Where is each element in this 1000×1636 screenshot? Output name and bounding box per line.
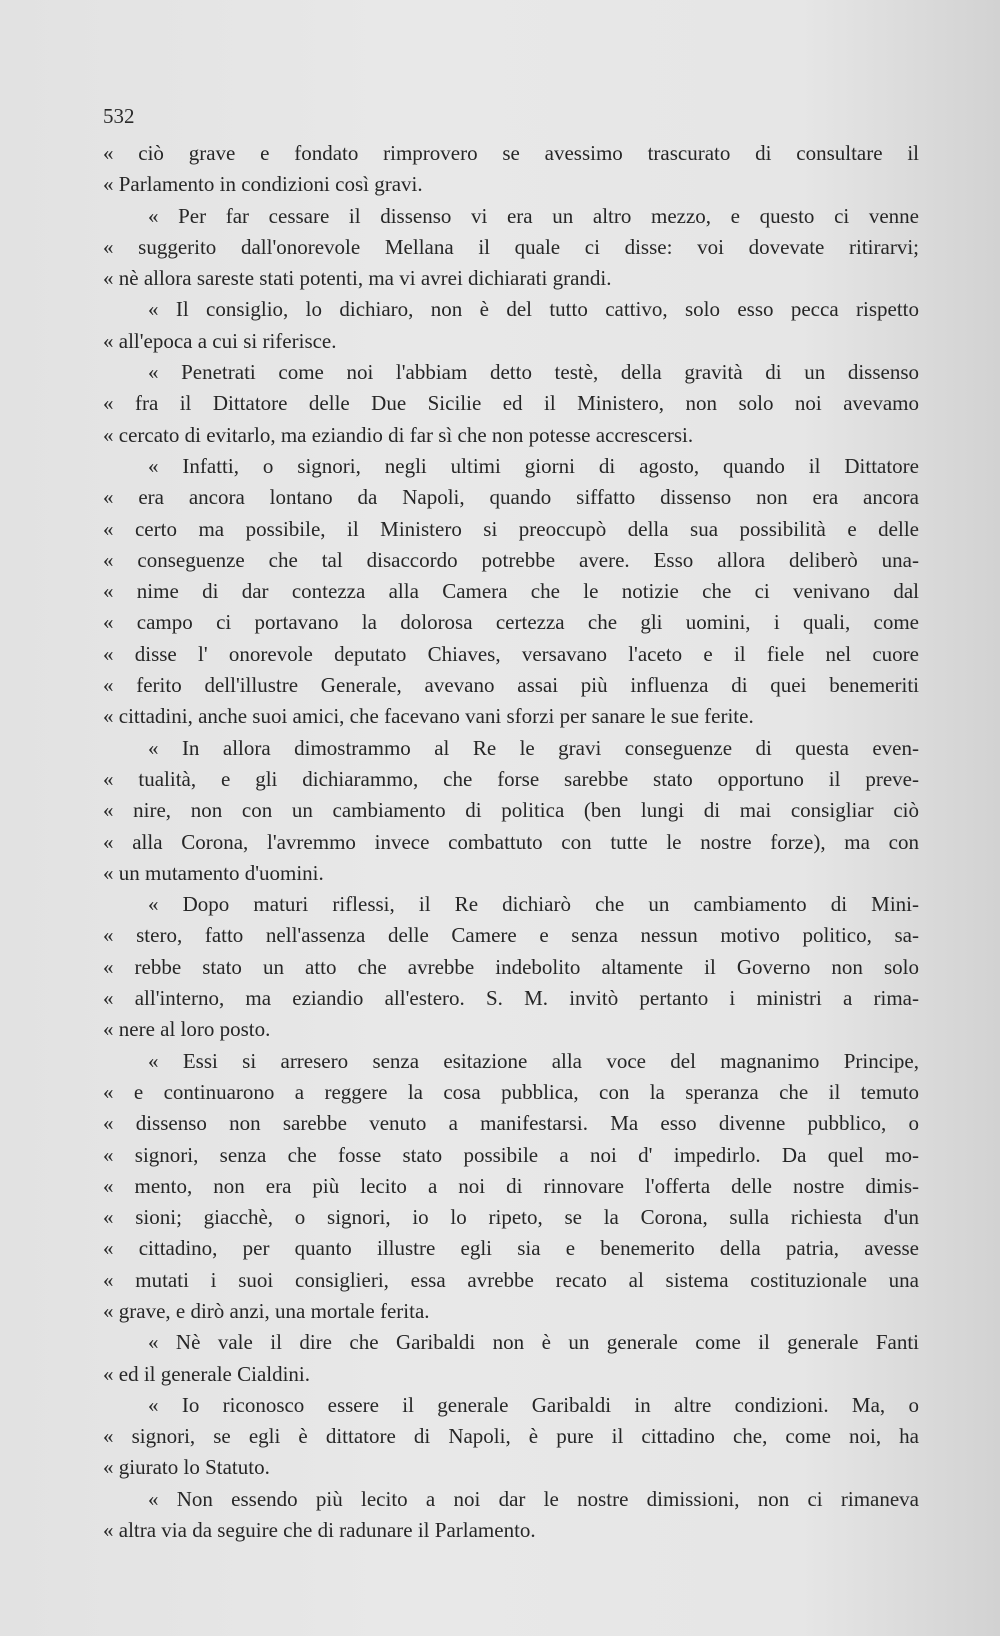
text-line: « alla Corona, l'avremmo invece combattuto con tutte le nostre forze), ma con	[103, 829, 919, 854]
page-number: 532	[103, 104, 135, 128]
text-line: « mento, non era più lecito a noi di rinnovare l'offerta delle nostre dimis-	[103, 1173, 919, 1198]
text-line: « Il consiglio, lo dichiaro, non è del tutto cattivo, solo esso pecca rispetto	[148, 297, 919, 322]
text-line: « suggerito dall'onorevole Mellana il quale ci disse: voi dovevate ritirarvi;	[103, 234, 919, 259]
text-line: « campo ci portavano la dolorosa certezza che gli uomini, i quali, come	[103, 610, 919, 635]
text-line: « conseguenze che tal disaccordo potrebbe avere. Esso allora deliberò una-	[103, 547, 919, 572]
text-line: « era ancora lontano da Napoli, quando siffatto dissenso non era ancora	[103, 485, 919, 510]
text-line: « ferito dell'illustre Generale, avevano assai più influenza di quei benemeriti	[103, 673, 919, 698]
text-line: « all'interno, ma eziandio all'estero. S. M. invitò pertanto i ministri a rima-	[103, 986, 919, 1011]
text-line: « dissenso non sarebbe venuto a manifestarsi. Ma esso divenne pubblico, o	[103, 1111, 919, 1136]
text-line: « In allora dimostrammo al Re le gravi conseguenze di questa even-	[148, 735, 919, 760]
text-line: « signori, senza che fosse stato possibile a noi d' impedirlo. Da quel mo-	[103, 1142, 919, 1167]
text-line: « Io riconosco essere il generale Garibaldi in altre condizioni. Ma, o	[148, 1392, 919, 1417]
text-line: « Essi si arresero senza esitazione alla voce del magnanimo Principe,	[148, 1048, 919, 1073]
text-line: « sioni; giacchè, o signori, io lo ripeto, se la Corona, sulla richiesta d'un	[103, 1205, 919, 1230]
text-line: « nire, non con un cambiamento di politica (ben lungi di mai consigliar ciò	[103, 798, 919, 823]
text-line: « Non essendo più lecito a noi dar le nostre dimissioni, non ci rimaneva	[148, 1486, 919, 1511]
text-line: « Infatti, o signori, negli ultimi giorni di agosto, quando il Dittatore	[148, 453, 919, 478]
text-line: « disse l' onorevole deputato Chiaves, versavano l'aceto e il fiele nel cuore	[103, 641, 919, 666]
text-line: « Penetrati come noi l'abbiam detto testè, della gravità di un dissenso	[148, 360, 919, 385]
text-line: « cercato di evitarlo, ma eziandio di far sì che non potesse accrescersi.	[103, 422, 694, 447]
body-text	[103, 138, 919, 1546]
text-line: « signori, se egli è dittatore di Napoli, è pure il cittadino che, come noi, ha	[103, 1424, 919, 1449]
text-line: « mutati i suoi consiglieri, essa avrebbe recato al sistema costituzionale una	[103, 1267, 919, 1292]
text-line: « Dopo maturi riflessi, il Re dichiarò che un cambiamento di Mini-	[148, 892, 919, 917]
text-line: « giurato lo Statuto.	[103, 1455, 270, 1480]
text-line: « all'epoca a cui si riferisce.	[103, 328, 337, 353]
text-line: « Per far cessare il dissenso vi era un altro mezzo, e questo ci venne	[148, 203, 919, 228]
text-line: « nè allora sareste stati potenti, ma vi avrei dichiarati grandi.	[103, 266, 612, 291]
text-line: « certo ma possibile, il Ministero si preoccupò della sua possibilità e delle	[103, 516, 919, 541]
text-line: « e continuarono a reggere la cosa pubblica, con la speranza che il temuto	[103, 1079, 919, 1104]
text-line: « cittadino, per quanto illustre egli sia e benemerito della patria, avesse	[103, 1236, 919, 1261]
text-line: « rebbe stato un atto che avrebbe indebolito altamente il Governo non solo	[103, 954, 919, 979]
text-line: « grave, e dirò anzi, una mortale ferita.	[103, 1298, 430, 1323]
text-line: « nime di dar contezza alla Camera che le notizie che ci venivano dal	[103, 579, 919, 604]
text-line: « stero, fatto nell'assenza delle Camere e senza nessun motivo politico, sa-	[103, 923, 919, 948]
text-line: « ciò grave e fondato rimprovero se avessimo trascurato di consultare il	[103, 141, 919, 165]
text-line: « cittadini, anche suoi amici, che facevano vani sforzi per sanare le sue ferite.	[103, 704, 754, 729]
text-line: « Parlamento in condizioni così gravi.	[103, 172, 423, 197]
text-line: « altra via da seguire che di radunare il Parlamento.	[103, 1518, 536, 1543]
text-line: « Nè vale il dire che Garibaldi non è un generale come il generale Fanti	[148, 1330, 919, 1355]
text-line: « fra il Dittatore delle Due Sicilie ed il Ministero, non solo noi avevamo	[103, 391, 919, 416]
text-line: « ed il generale Cialdini.	[103, 1361, 311, 1386]
text-line: « un mutamento d'uomini.	[103, 860, 324, 885]
text-line: « nere al loro posto.	[103, 1017, 271, 1042]
text-line: « tualità, e gli dichiarammo, che forse sarebbe stato opportuno il preve-	[103, 766, 919, 791]
